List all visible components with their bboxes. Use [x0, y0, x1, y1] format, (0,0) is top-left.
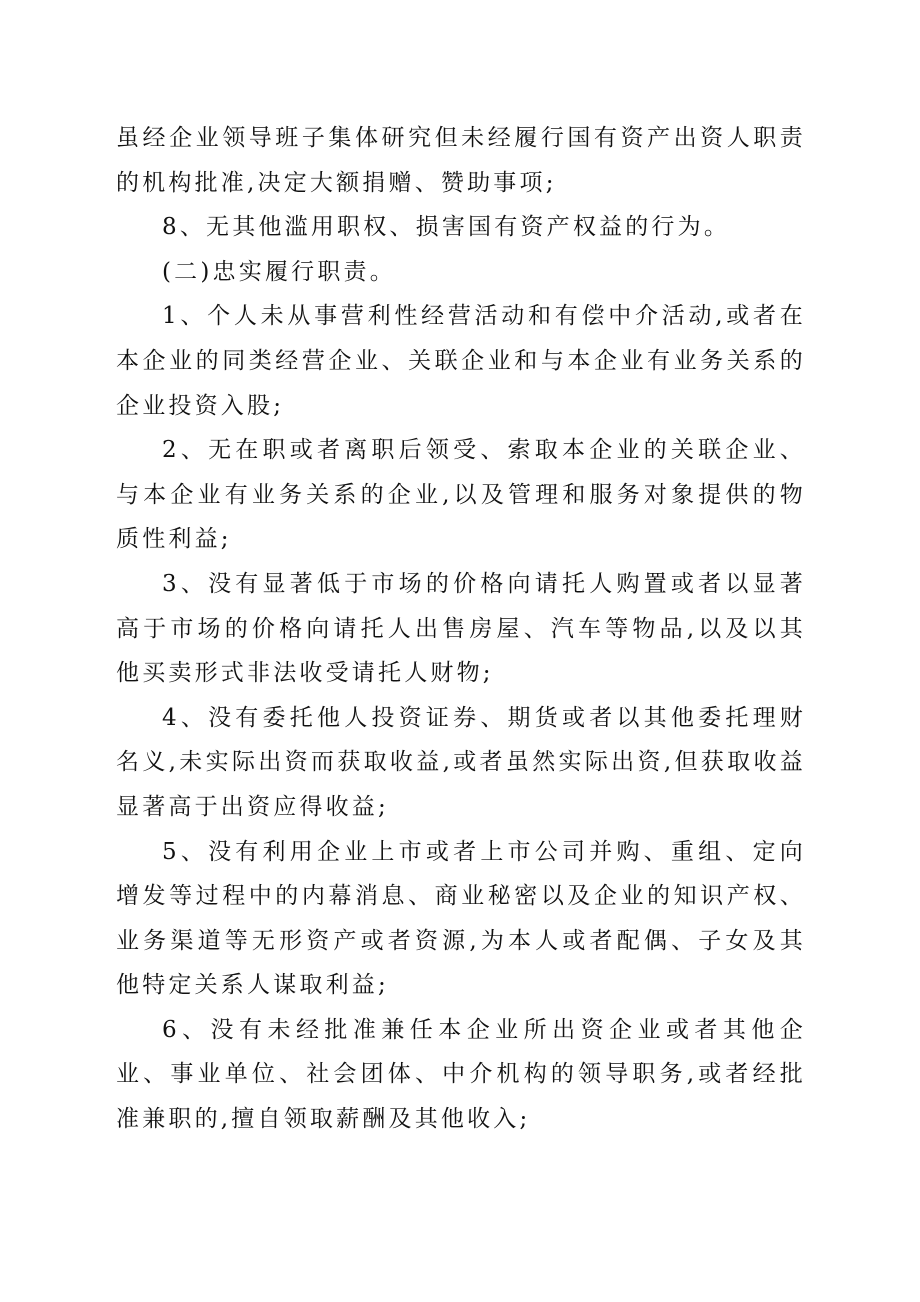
paragraph-item-3: 3、没有显著低于市场的价格向请托人购置或者以显著高于市场的价格向请托人出售房屋、汽车等物品,以及以其他买卖形式非法收受请托人财物;	[116, 570, 806, 687]
document-body	[116, 116, 806, 1142]
paragraph-item-5: 5、没有利用企业上市或者上市公司并购、重组、定向增发等过程中的内幕消息、商业秘密以及企业的知识产权、业务渠道等无形资产或者资源,为本人或者配偶、子女及其他特定关系人谋取利益;	[116, 838, 806, 999]
paragraph-item-6: 6、没有未经批准兼任本企业所出资企业或者其他企业、事业单位、社会团体、中介机构的领导职务,或者经批准兼职的,擅自领取薪酬及其他收入;	[116, 1016, 806, 1133]
section-heading-2: (二)忠实履行职责。	[162, 258, 396, 285]
paragraph-item-8: 8、无其他滥用职权、损害国有资产权益的行为。	[162, 214, 731, 241]
paragraph-item-4: 4、没有委托他人投资证券、期货或者以其他委托理财名义,未实际出资而获取收益,或者虽然实际出资,但获取收益显著高于出资应得收益;	[116, 704, 806, 820]
paragraph-item-2: 2、无在职或者离职后领受、索取本企业的关联企业、与本企业有业务关系的企业,以及管理和服务对象提供的物质性利益;	[116, 437, 806, 553]
paragraph-continuation: 虽经企业领导班子集体研究但未经履行国有资产出资人职责的机构批准,决定大额捐赠、赞助事项;	[116, 125, 806, 196]
paragraph-item-1: 1、个人未从事营利性经营活动和有偿中介活动,或者在本企业的同类经营企业、关联企业和与本企业有业务关系的企业投资入股;	[116, 303, 806, 419]
